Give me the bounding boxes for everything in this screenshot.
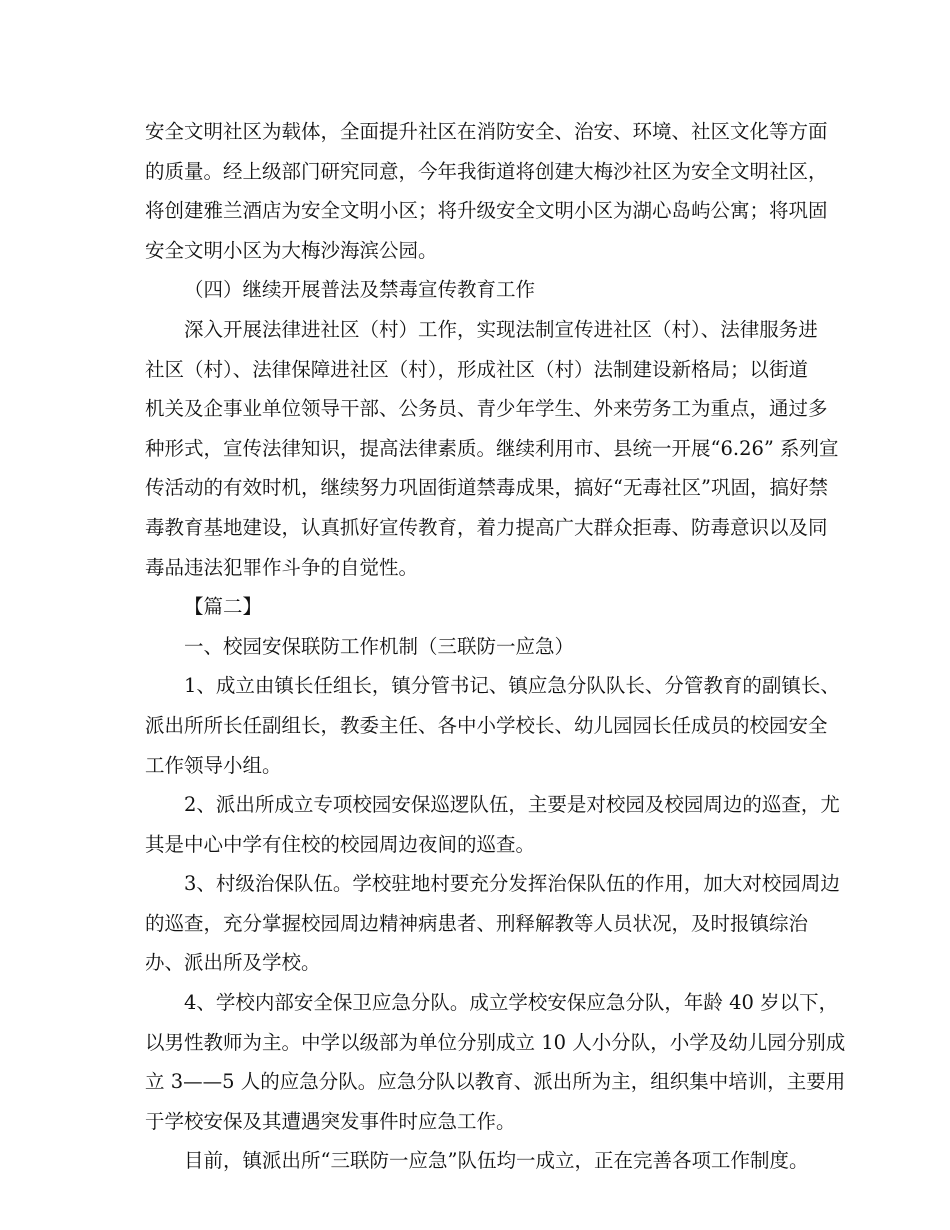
- document-page: [145, 112, 846, 1181]
- text-line: 立 3——5 人的应急分队。应急分队以教育、派出所为主，组织集中培训，主要用: [145, 1070, 846, 1094]
- item-1: [145, 666, 840, 785]
- text-line: 安全文明社区为载体，全面提升社区在消防安全、治安、环境、社区文化等方面: [145, 120, 828, 143]
- part-two-heading: [145, 587, 809, 627]
- text-line: 机关及企事业单位领导干部、公务员、青少年学生、外来劳务工为重点，通过多: [145, 397, 828, 421]
- text-line: 以男性教师为主。中学以级部为单位分别成立 10 人小分队，小学及幼儿园分别成: [145, 1030, 846, 1054]
- text-line: 的巡查，充分掌握校园周边精神病患者、刑释解教等人员状况，及时报镇综治: [145, 911, 809, 935]
- text-line: 传活动的有效时机，继续努力巩固街道禁毒成果，搞好“无毒社区”巩固，搞好禁: [145, 476, 828, 500]
- text-line: 2、派出所成立专项校园安保巡逻队伍，主要是对校园及校园周边的巡查，尤: [184, 793, 840, 817]
- text-line: 将创建雅兰酒店为安全文明小区；将升级安全文明小区为湖心岛屿公寓；将巩固: [145, 199, 828, 223]
- text-line: 于学校安保及其遭遇突发事件时应急工作。: [145, 1109, 516, 1133]
- text-line: 毒品违法犯罪作斗争的自觉性。: [145, 555, 419, 579]
- text-line: 派出所所长任副组长，教委主任、各中小学校长、幼儿园园长任成员的校园安全: [145, 713, 828, 737]
- text-line: 一、校园安保联防工作机制（三联防一应急）: [184, 634, 575, 658]
- item-3: [145, 864, 840, 983]
- section-heading-1: [145, 627, 809, 667]
- text-line: 3、村级治保队伍。学校驻地村要充分发挥治保队伍的作用，加大对校园周边: [184, 872, 840, 896]
- text-line: 毒教育基地建设，认真抓好宣传教育，着力提高广大群众拒毒、防毒意识以及同: [145, 515, 828, 539]
- closing-paragraph: [145, 1141, 809, 1181]
- text-line: （四）继续开展普法及禁毒宣传教育工作: [184, 278, 536, 302]
- text-line: 安全文明小区为大梅沙海滨公园。: [145, 238, 438, 262]
- text-line: 目前，镇派出所“三联防一应急”队伍均一成立，正在完善各项工作制度。: [184, 1149, 809, 1173]
- paragraph-1: [145, 112, 828, 270]
- text-line: 种形式，宣传法律知识，提高法律素质。继续利用市、县统一开展“6.26” 系列宣: [145, 436, 839, 460]
- section-heading-4: [145, 270, 809, 310]
- item-2: [145, 785, 840, 864]
- item-4: [145, 983, 846, 1141]
- text-line: 办、派出所及学校。: [145, 951, 321, 975]
- text-line: 工作领导小组。: [145, 753, 282, 777]
- text-line: 1、成立由镇长任组长，镇分管书记、镇应急分队队长、分管教育的副镇长、: [184, 674, 840, 698]
- text-line: 社区（村）、法律保障进社区（村），形成社区（村）法制建设新格局；以街道: [145, 357, 809, 381]
- text-line: 【篇二】: [184, 595, 263, 619]
- text-line: 4、学校内部安全保卫应急分队。成立学校安保应急分队，年龄 40 岁以下，: [184, 991, 839, 1015]
- text-line: 的质量。经上级部门研究同意，今年我街道将创建大梅沙社区为安全文明社区，: [145, 159, 828, 183]
- text-line: 深入开展法律进社区（村）工作，实现法制宣传进社区（村）、法律服务进: [184, 317, 818, 341]
- text-line: 其是中心中学有住校的校园周边夜间的巡查。: [145, 832, 536, 856]
- paragraph-3: [145, 310, 839, 587]
